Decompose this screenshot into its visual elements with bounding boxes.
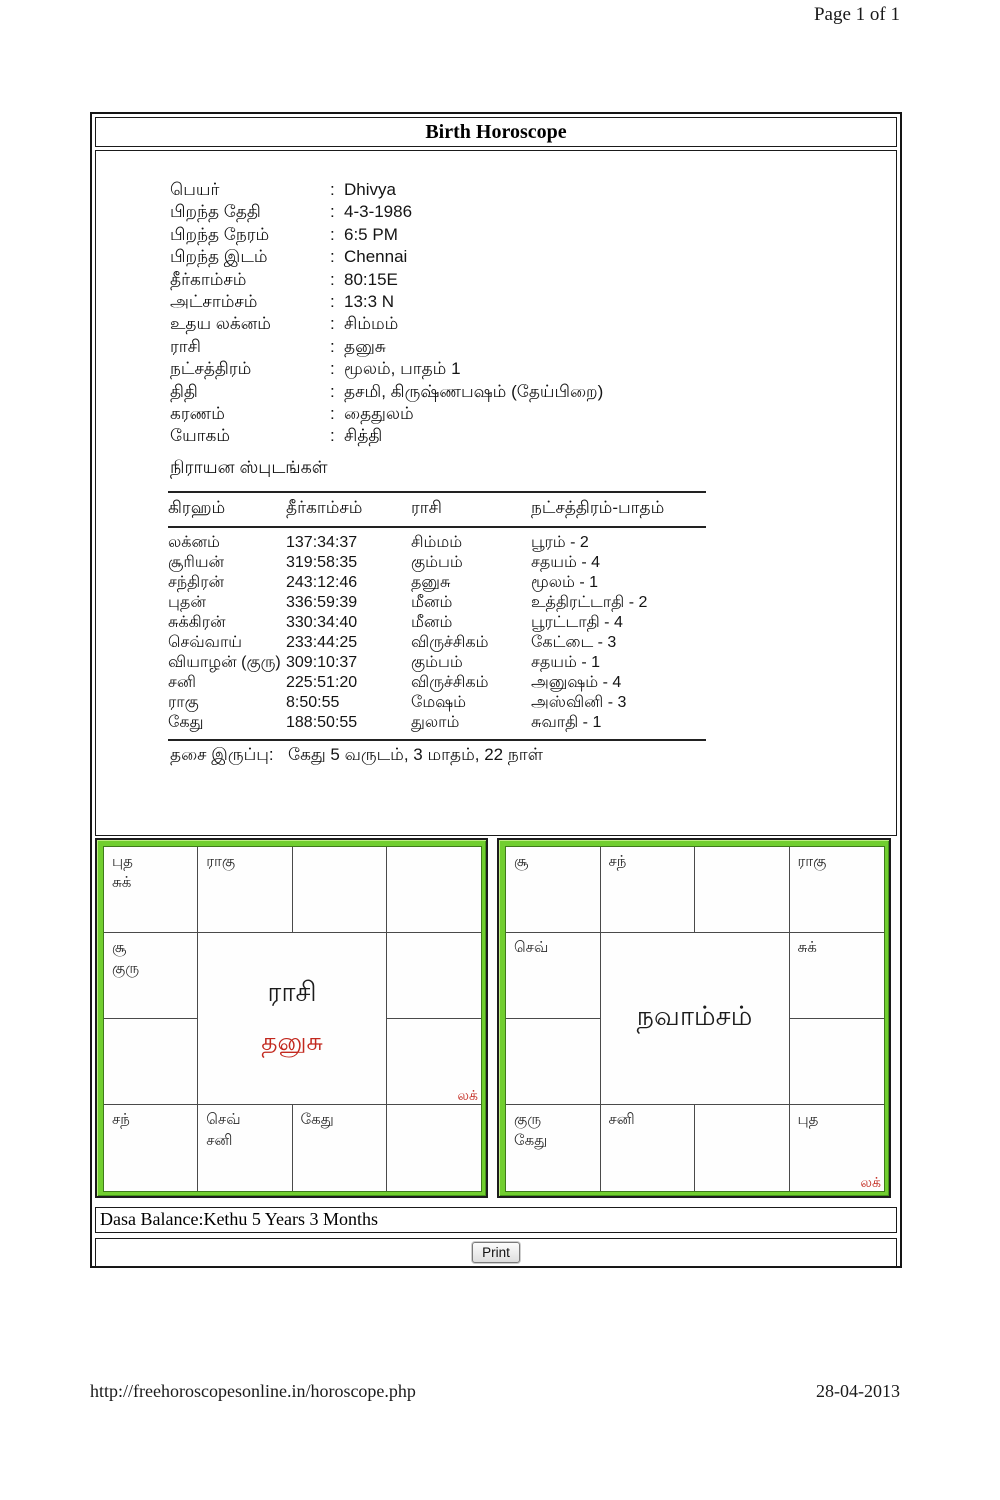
cell-star: பூரம் - 2 <box>531 534 589 551</box>
detail-label: உதய லக்னம் <box>170 314 271 334</box>
navamsam-chart <box>497 838 891 1198</box>
detail-row-longitude <box>170 269 603 291</box>
cell-planet: புதன் <box>168 594 206 611</box>
detail-row-birth-time <box>170 224 603 246</box>
cell-star: அனுஷம் - 4 <box>531 674 622 691</box>
cell-star: மூலம் - 1 <box>531 574 598 591</box>
planet-positions-table <box>168 491 706 741</box>
dasa-balance-text: Dasa Balance:Kethu 5 Years 3 Months <box>95 1207 897 1233</box>
planet-abbrev: புத <box>112 853 133 870</box>
nav-house-makaram <box>506 1019 601 1105</box>
detail-value: 80:15E <box>344 269 398 289</box>
cell-longitude: 243:12:46 <box>286 574 358 591</box>
planet-abbrev: செவ் <box>206 1111 241 1128</box>
cell-rasi: கும்பம் <box>411 554 463 571</box>
cell-planet: வியாழன் (குரு) <box>168 654 281 671</box>
cell-rasi: தனுசு <box>411 574 451 591</box>
print-button[interactable]: Print <box>472 1242 520 1263</box>
cell-planet: ராகு <box>168 694 199 711</box>
detail-value: சித்தி <box>344 426 383 446</box>
detail-label: பெயர் <box>170 180 220 199</box>
detail-value: தனுசு <box>344 336 386 356</box>
nav-house-kadagam <box>790 933 885 1019</box>
cell-longitude: 330:34:40 <box>286 614 358 631</box>
page-number: Page 1 of 1 <box>813 4 900 25</box>
planet-abbrev: சனி <box>608 1111 635 1128</box>
rasi-house-mesham <box>198 847 292 933</box>
planet-abbrev: கேது <box>514 1132 548 1149</box>
colon-separator: : <box>330 292 335 312</box>
cell-planet: சந்திரன் <box>168 574 225 591</box>
detail-value: 4-3-1986 <box>344 202 413 222</box>
print-row <box>95 1238 897 1267</box>
cell-star: சதயம் - 4 <box>531 554 600 571</box>
detail-label: ராசி <box>170 336 201 356</box>
cell-star: உத்திரட்டாதி - 2 <box>531 594 648 611</box>
cell-longitude: 225:51:20 <box>286 674 358 691</box>
cell-planet: லக்னம் <box>168 534 220 551</box>
nav-house-simmam <box>790 1019 885 1105</box>
cell-rasi: சிம்மம் <box>411 534 463 551</box>
colon-separator: : <box>330 269 335 289</box>
planet-abbrev: குரு <box>112 960 140 977</box>
planet-abbrev: கேது <box>300 1111 334 1128</box>
column-header-rasi: ராசி <box>411 492 531 527</box>
planet-abbrev: சந் <box>112 1111 130 1128</box>
table-header-row <box>168 492 706 527</box>
detail-label: திதி <box>170 381 198 401</box>
cell-longitude: 336:59:39 <box>286 594 358 611</box>
birth-details-list <box>170 179 603 448</box>
colon-separator: : <box>330 314 335 334</box>
detail-value: 6:5 PM <box>344 224 398 244</box>
colon-separator: : <box>330 180 335 199</box>
rasi-house-dhanusu <box>104 1105 198 1191</box>
cell-longitude: 309:10:37 <box>286 654 358 671</box>
cell-star: அஸ்வினி - 3 <box>531 694 627 711</box>
rasi-house-makaram <box>104 1019 198 1105</box>
colon-separator: : <box>330 381 335 401</box>
table-row <box>168 713 706 740</box>
cell-rasi: விருச்சிகம் <box>411 634 489 651</box>
rasi-house-mithunam <box>387 847 481 933</box>
colon-separator: : <box>330 247 335 267</box>
planet-abbrev: சனி <box>206 1132 233 1149</box>
colon-separator: : <box>330 336 335 356</box>
cell-rasi: மீனம் <box>411 594 453 611</box>
cell-longitude: 137:34:37 <box>286 534 358 551</box>
planet-abbrev: சுக் <box>797 939 817 956</box>
column-header-graham: கிரஹம் <box>168 492 286 527</box>
table-row <box>168 593 706 613</box>
dasa-remainder-value: கேது 5 வருடம், 3 மாதம், 22 நாள் <box>288 745 543 764</box>
detail-value: தைதுலம் <box>344 404 414 424</box>
planet-abbrev: செவ் <box>514 939 549 956</box>
detail-row-birth-place <box>170 246 603 268</box>
cell-rasi: விருச்சிகம் <box>411 674 489 691</box>
rasi-chart-center <box>198 933 387 1105</box>
cell-rasi: கும்பம் <box>411 654 463 671</box>
colon-separator: : <box>330 202 335 222</box>
nav-house-kumbham <box>506 933 601 1019</box>
cell-longitude: 8:50:55 <box>286 694 340 711</box>
report-title: Birth Horoscope <box>95 117 897 147</box>
detail-row-latitude <box>170 291 603 313</box>
table-row <box>168 527 706 553</box>
detail-row-natchathiram <box>170 358 603 380</box>
nav-house-mithunam <box>790 847 885 933</box>
detail-row-karanam <box>170 403 603 425</box>
rasi-house-thulam <box>293 1105 387 1191</box>
cell-planet: சூரியன் <box>168 554 225 571</box>
rasi-house-meenam <box>104 847 198 933</box>
nav-house-kanni <box>790 1105 885 1191</box>
detail-label: பிறந்த நேரம் <box>170 224 270 244</box>
detail-value: தசமி, கிருஷ்ணபஷம் (தேய்பிறை) <box>344 381 604 401</box>
cell-rasi: மேஷம் <box>411 694 467 711</box>
table-row <box>168 673 706 693</box>
planet-abbrev: சுக் <box>112 874 132 891</box>
detail-row-birth-date <box>170 201 603 223</box>
column-header-star-padam: நட்சத்திரம்-பாதம் <box>531 492 706 527</box>
detail-row-name <box>170 179 603 201</box>
lagna-marker: லக் <box>457 1087 478 1103</box>
positions-section-title: நிராயன ஸ்புடங்கள் <box>170 457 328 477</box>
cell-longitude: 188:50:55 <box>286 714 358 731</box>
horoscope-report <box>90 112 902 1268</box>
column-header-longitude: தீர்காம்சம் <box>286 492 411 527</box>
cell-star: சதயம் - 1 <box>531 654 600 671</box>
table-row <box>168 633 706 653</box>
planet-abbrev: ராகு <box>206 853 236 870</box>
navamsam-chart-grid <box>505 846 885 1192</box>
navamsam-chart-center <box>601 933 790 1105</box>
table-row <box>168 613 706 633</box>
lagna-marker: லக் <box>860 1174 881 1190</box>
planet-abbrev: சூ <box>514 853 529 870</box>
detail-label: பிறந்த தேதி <box>170 202 261 222</box>
planet-abbrev: குரு <box>514 1111 542 1128</box>
cell-star: சுவாதி - 1 <box>531 714 602 731</box>
detail-label: தீர்காம்சம் <box>170 269 247 289</box>
detail-label: நட்சத்திரம் <box>170 359 252 379</box>
detail-row-yogam <box>170 425 603 447</box>
nav-house-dhanusu <box>506 1105 601 1191</box>
rasi-chart-grid <box>103 846 482 1192</box>
colon-separator: : <box>330 404 335 424</box>
rasi-house-kanni <box>387 1105 481 1191</box>
cell-planet: செவ்வாய் <box>168 634 243 651</box>
detail-row-rasi <box>170 336 603 358</box>
rasi-house-simmam <box>387 1019 481 1105</box>
rasi-chart-title: ராசி <box>267 977 317 1007</box>
planet-abbrev: ராகு <box>797 853 827 870</box>
source-url: http://freehoroscopesonline.in/horoscope.php <box>90 1381 416 1401</box>
nav-house-meenam <box>506 847 601 933</box>
cell-longitude: 319:58:35 <box>286 554 358 571</box>
nav-house-rishabam <box>695 847 790 933</box>
navamsam-chart-title: நவாம்சம் <box>636 1001 753 1031</box>
rasi-house-rishabam <box>293 847 387 933</box>
detail-value: சிம்மம் <box>344 314 399 334</box>
detail-value: Dhivya <box>344 180 396 199</box>
nav-house-mesham <box>601 847 696 933</box>
detail-label: கரணம் <box>170 404 225 424</box>
table-row <box>168 653 706 673</box>
table-row <box>168 693 706 713</box>
nav-house-viruchigam <box>601 1105 696 1191</box>
cell-planet: சுக்கிரன் <box>168 614 226 631</box>
birth-details-panel <box>95 150 897 836</box>
table-row <box>168 573 706 593</box>
detail-row-udaya-lagnam <box>170 313 603 335</box>
rasi-house-kumbham <box>104 933 198 1019</box>
rasi-chart-subtitle: தனுசு <box>261 1028 323 1056</box>
colon-separator: : <box>330 426 335 446</box>
planet-abbrev: சூ <box>112 939 127 956</box>
print-date: 28-04-2013 <box>816 1381 900 1401</box>
cell-star: பூரட்டாதி - 4 <box>531 614 623 631</box>
detail-row-thithi <box>170 381 603 403</box>
cell-rasi: மீனம் <box>411 614 453 631</box>
table-row <box>168 553 706 573</box>
cell-rasi: துலாம் <box>411 714 460 731</box>
detail-value: 13:3 N <box>344 292 395 312</box>
rasi-house-viruchigam <box>198 1105 292 1191</box>
cell-longitude: 233:44:25 <box>286 634 358 651</box>
detail-label: அட்சாம்சம் <box>170 292 258 312</box>
cell-planet: சனி <box>168 674 196 691</box>
colon-separator: : <box>330 224 335 244</box>
nav-house-thulam <box>695 1105 790 1191</box>
cell-star: கேட்டை - 3 <box>531 634 617 651</box>
rasi-chart <box>95 838 488 1198</box>
detail-label: பிறந்த இடம் <box>170 247 268 267</box>
colon-separator: : <box>330 359 335 379</box>
cell-planet: கேது <box>168 714 204 731</box>
dasa-remainder-label: தசை இருப்பு: <box>170 745 274 764</box>
detail-value: Chennai <box>344 247 408 267</box>
dasa-remainder-line <box>170 745 543 767</box>
detail-label: யோகம் <box>170 426 231 446</box>
planet-abbrev: புத <box>797 1111 819 1128</box>
planet-abbrev: சந் <box>608 853 627 870</box>
rasi-house-kadagam <box>387 933 481 1019</box>
detail-value: மூலம், பாதம் 1 <box>344 359 461 379</box>
